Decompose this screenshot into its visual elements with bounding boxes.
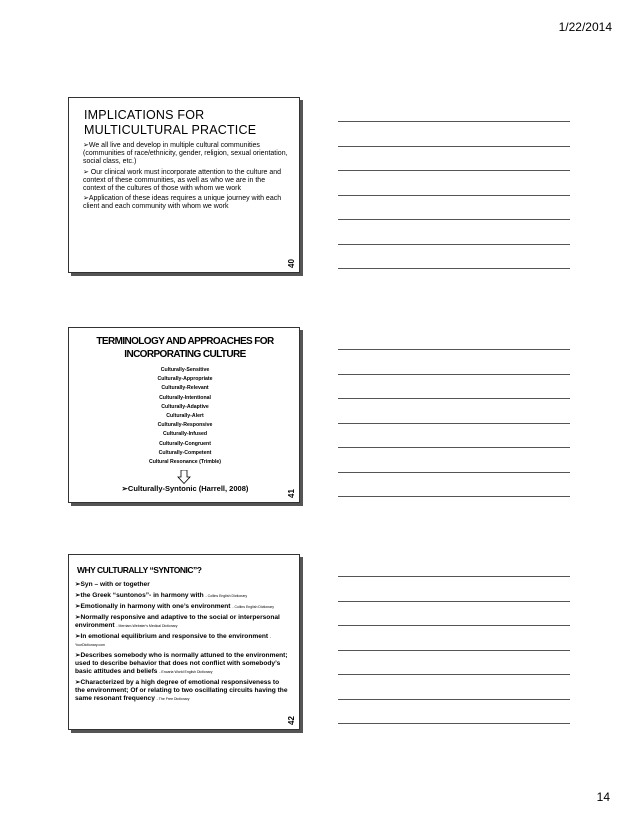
note-line [338, 472, 570, 473]
slide-42 [68, 554, 300, 730]
bullet-source: - Merriam-Webster's Medical Dictionary [116, 624, 178, 628]
note-line [338, 268, 570, 269]
slide-title: WHY CULTURALLY “SYNTONIC”? [77, 565, 202, 575]
bullet-item: ➢ Our clinical work must incorporate attention to the culture and context of these communities, as well as who we are in the context of the cultures of those with whom we work [83, 168, 282, 193]
note-line [338, 625, 570, 626]
bullet-item [75, 581, 289, 589]
term-item: Culturally-Alert [166, 413, 204, 420]
note-line [338, 349, 570, 350]
down-arrow-icon [177, 470, 191, 484]
term-item: Culturally-Intentional [159, 394, 211, 401]
notes-lines-41 [338, 349, 570, 521]
note-line [338, 650, 570, 651]
page-number: 14 [596, 790, 610, 804]
terms-list [69, 366, 300, 467]
note-line [338, 576, 570, 577]
bullet-text: ➢In emotional equilibrium and responsive to the environment [75, 633, 269, 640]
note-line [338, 219, 570, 220]
term-item: Culturally-Sensitive [160, 367, 210, 373]
bullet-item [75, 614, 289, 630]
note-line [338, 121, 570, 122]
bullet-text: ➢the Greek “suntonos”- in harmony with [75, 592, 204, 599]
note-line [338, 398, 570, 399]
slide-41 [68, 327, 300, 503]
note-line [338, 723, 570, 724]
term-item: Culturally-Adaptive [161, 403, 209, 410]
term-item: Culturally-Infused [162, 431, 208, 438]
slide-number: 40 [287, 259, 297, 268]
note-line [338, 146, 570, 147]
bullet-text: ➢Normally responsive and adaptive to the social or interpersonal environment [75, 614, 280, 629]
note-line [338, 699, 570, 700]
note-line [338, 244, 570, 245]
bullet-source: - The Free Dictionary [156, 697, 190, 701]
slide-number: 41 [287, 489, 297, 498]
note-line [338, 195, 570, 196]
bullet-text: ➢Emotionally in harmony with one’s environment [75, 603, 231, 610]
slide-title: TERMINOLOGY AND APPROACHES FOR INCORPORATING CULTURE [96, 336, 274, 360]
notes-lines-42 [338, 576, 570, 748]
bullet-list [75, 581, 289, 706]
term-item: Culturally-Congruent [159, 440, 211, 447]
bullet-text: ➢Characterized by a high degree of emotional responsiveness to the environment; Of or relating to two oscillating circuits having the same resonant frequency [75, 679, 288, 702]
term-item: Culturally-Competent [158, 449, 212, 456]
bullet-item [75, 603, 289, 611]
bullet-item: ➢We all live and develop in multiple cultural communities (communities of race/ethnicity, gender, religion, sexual orientation, social class, etc.) [83, 142, 288, 166]
note-line [338, 674, 570, 675]
slide-number: 42 [287, 716, 297, 725]
bullet-item [75, 679, 289, 703]
note-line [338, 601, 570, 602]
term-item: Culturally-Relevant [161, 385, 209, 392]
bullet-source: - Collins English Dictionary [232, 605, 274, 609]
final-term: ➢Culturally-Syntonic (Harrell, 2008) [121, 484, 249, 493]
bullet-source: - YourDictionary.com [75, 635, 272, 647]
bullet-item [75, 592, 289, 600]
bullet-item [75, 652, 289, 676]
bullet-item [75, 633, 289, 649]
bullet-source: - Collins English Dictionary [205, 594, 248, 598]
term-item: Cultural Resonance (Trimble) [148, 459, 222, 466]
notes-lines-40 [338, 121, 570, 293]
note-line [338, 447, 570, 448]
slide-title: IMPLICATIONS FOR MULTICULTURAL PRACTICE [84, 108, 257, 137]
term-item: Culturally-Responsive [157, 422, 213, 429]
note-line [338, 374, 570, 375]
slide-40 [68, 97, 300, 273]
bullet-text: ➢Syn – with or together [75, 581, 150, 588]
header-date: 1/22/2014 [558, 20, 612, 34]
bullet-item: ➢Application of these ideas requires a unique journey with each client and each community with whom we work [83, 195, 282, 211]
note-line [338, 423, 570, 424]
note-line [338, 170, 570, 171]
bullet-list [83, 142, 288, 214]
note-line [338, 496, 570, 497]
bullet-source: - Encarta World English Dictionary [159, 670, 213, 674]
term-item: Culturally-Appropriate [157, 376, 213, 383]
bullet-text: ➢Describes somebody who is normally attuned to the environment; used to describe behavior that does not conflict with somebody’s basic attitudes and beliefs [75, 652, 288, 675]
